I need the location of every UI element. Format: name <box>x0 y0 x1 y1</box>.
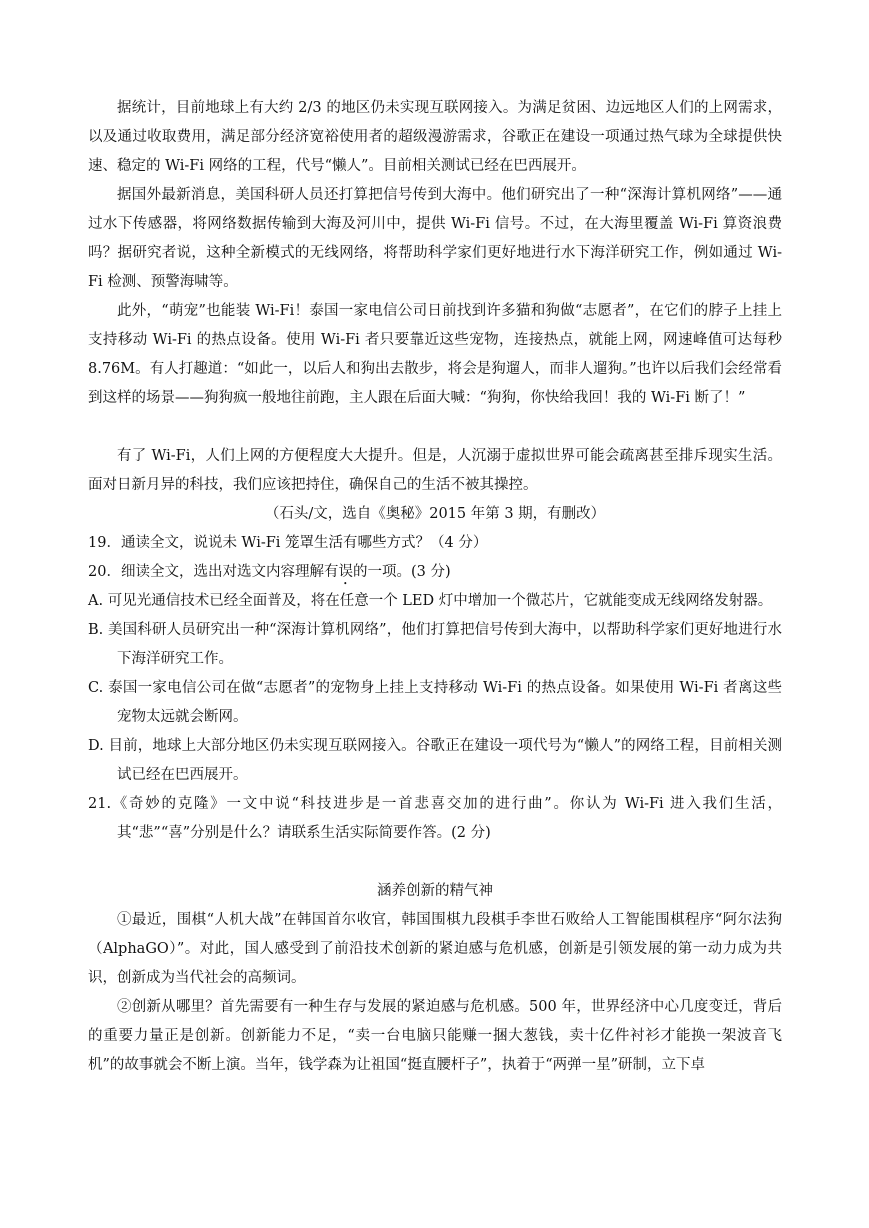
paragraph-2: 据国外最新消息，美国科研人员还打算把信号传到大海中。他们研究出了一种“深海计算机网络”——通过水下传感器，将网络数据传输到大海及河川中，提供 Wi-Fi 信号。不过，在大海里覆盖 Wi-Fi 算资浪费吗？据研究者说，这种全新模式的无线网络，将帮助科学家们更好地进行水下海洋研究工作，例如通过 Wi-Fi 检测、预警海啸等。 <box>88 187 782 290</box>
question-20-text-after: 的一项。(3 分) <box>352 564 451 580</box>
question-20 <box>88 558 782 588</box>
question-19: 19．通读全文，说说未 Wi-Fi 笼罩生活有哪些方式？（4 分） <box>88 535 488 551</box>
question-21: 21.《奇妙的克隆》一文中说“科技进步是一首悲喜交加的进行曲”。你认为 Wi-Fi 进入我们生活，其“悲”“喜”分别是什么？请联系生活实际简要作答。(2 分) <box>88 796 782 841</box>
option-d: D. 目前，地球上大部分地区仍未实现互联网接入。谷歌正在建设一项代号为“懒人”的网络工程，目前相关测试已经在巴西展开。 <box>88 738 782 783</box>
article-paragraph-1: ①最近，围棋“人机大战”在韩国首尔收官，韩国围棋九段棋手李世石败给人工智能围棋程序“阿尔法狗（AlphaGO）”。对此，国人感受到了前沿技术创新的紧迫感与危机感，创新是引领发展的第一动力成为共识，创新成为当代社会的高频词。 <box>88 912 782 986</box>
article-paragraph-2: ②创新从哪里？首先需要有一种生存与发展的紧迫感与危机感。500 年，世界经济中心几度变迁，背后的重要力量正是创新。创新能力不足，“卖一台电脑只能赚一捆大葱钱，卖十亿件衬衫才能换一架波音飞机”的故事就会不断上演。当年，钱学森为让祖国“挺直腰杆子”，执着于“两弹一星”研制，立下卓 <box>88 999 782 1073</box>
source-citation: （石头/文，选自《奥秘》2015 年第 3 期，有删改） <box>264 506 606 522</box>
option-a: A. 可见光通信技术已经全面普及，将在任意一个 LED 灯中增加一个微芯片，它就能变成无线网络发射器。 <box>88 593 773 609</box>
paragraph-4: 有了 Wi-Fi，人们上网的方便程度大大提升。但是，人沉溺于虚拟世界可能会疏离甚至排斥现实生活。面对日新月异的科技，我们应该把持住，确保自己的生活不被其操控。 <box>88 448 782 493</box>
question-20-text-before: 20．细读全文，选出对选文内容理解有 <box>88 564 339 580</box>
paragraph-1: 据统计，目前地球上有大约 2/3 的地区仍未实现互联网接入。为满足贫困、边远地区人们的上网需求，以及通过收取费用，满足部分经济宽裕使用者的超级漫游需求，谷歌正在建设一项通过热气球为全球提供快速、稳定的 Wi-Fi 网络的工程，代号“懒人”。目前相关测试已经在巴西展开。 <box>88 100 782 174</box>
option-b: B. 美国科研人员研究出一种“深海计算机网络”，他们打算把信号传到大海中，以帮助科学家们更好地进行水下海洋研究工作。 <box>88 622 782 667</box>
article-title: 涵养创新的精气神 <box>377 883 493 899</box>
option-c: C. 泰国一家电信公司在做“志愿者”的宠物身上挂上支持移动 Wi-Fi 的热点设备。如果使用 Wi-Fi 者离这些宠物太远就会断网。 <box>88 680 782 725</box>
question-20-emphasis: 误 <box>338 564 353 580</box>
paragraph-3: 此外，“萌宠”也能装 Wi-Fi！泰国一家电信公司日前找到许多猫和狗做“志愿者”，在它们的脖子上挂上支持移动 Wi-Fi 的热点设备。使用 Wi-Fi 者只要靠近这些宠物，连接热点，就能上网，网速峰值可达每秒 8.76M。有人打趣道：“如此一，以后人和狗出去散步，将会是狗遛人，而非人遛狗。”也许以后我们会经常看到这样的场景——狗狗疯一般地往前跑，主人跟在后面大喊：“狗狗，你快给我回！我的 Wi-Fi 断了！” <box>88 303 782 406</box>
